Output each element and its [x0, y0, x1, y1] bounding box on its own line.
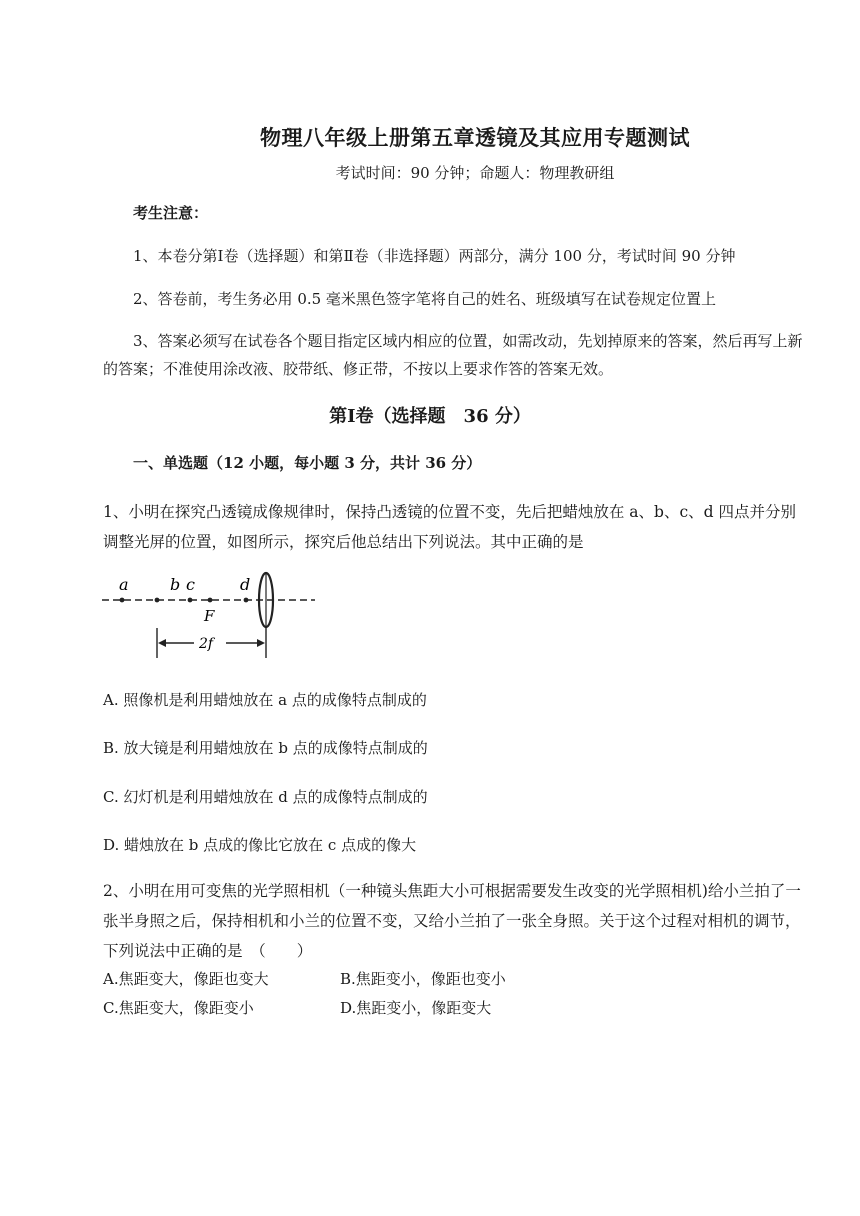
notice-item-1: 1、本卷分第Ⅰ卷（选择题）和第Ⅱ卷（非选择题）两部分，满分 100 分，考试时间 90 分钟	[133, 247, 736, 265]
point-label-c: c	[186, 575, 195, 594]
question-1-option-b: B. 放大镜是利用蜡烛放在 b 点的成像特点制成的	[103, 739, 428, 757]
point-label-F: F	[204, 607, 215, 625]
question-2-stem: 2、小明在用可变焦的光学照相机（一种镜头焦距大小可根据需要发生改变的光学照相机)给小兰拍了一张半身照之后，保持相机和小兰的位置不变，又给小兰拍了一张全身照。关于这个过程对相机的调节，下列说法中正确的是 （ ）	[103, 882, 801, 960]
question-1-option-c: C. 幻灯机是利用蜡烛放在 d 点的成像特点制成的	[103, 788, 428, 806]
section-title: 第Ⅰ卷（选择题 36 分）	[329, 406, 531, 427]
exam-title: 物理八年级上册第五章透镜及其应用专题测试	[260, 125, 690, 150]
notice-item-3: 3、答案必须写在试卷各个题目指定区域内相应的位置，如需改动，先划掉原来的答案，然后再写上新的答案；不准使用涂改液、胶带纸、修正带，不按以上要求作答的答案无效。	[103, 332, 803, 378]
point-label-b: b	[170, 575, 181, 594]
point-label-d: d	[240, 575, 251, 594]
point-label-a: a	[119, 575, 129, 594]
question-2-option-c: C.焦距变大，像距变小	[103, 999, 254, 1017]
notice-heading: 考生注意：	[133, 204, 209, 222]
notice-item-2: 2、答卷前，考生务必用 0.5 毫米黑色签字笔将自己的姓名、班级填写在试卷规定位置上	[133, 290, 716, 308]
question-2-option-b: B.焦距变小，像距也变小	[340, 970, 506, 988]
question-2-option-a: A.焦距变大，像距也变大	[103, 970, 269, 988]
question-2-option-d: D.焦距变小，像距变大	[340, 999, 492, 1017]
distance-label-2f: 2f	[199, 636, 214, 652]
question-1-option-d: D. 蜡烛放在 b 点成的像比它放在 c 点成的像大	[103, 836, 417, 854]
exam-subtitle: 考试时间：90 分钟；命题人：物理教研组	[335, 164, 615, 182]
question-1-option-a: A. 照像机是利用蜡烛放在 a 点的成像特点制成的	[103, 691, 427, 709]
lens-diagram	[100, 570, 320, 665]
part-title: 一、单选题（12 小题，每小题 3 分，共计 36 分）	[133, 454, 482, 472]
question-1-stem: 1、小明在探究凸透镜成像规律时，保持凸透镜的位置不变，先后把蜡烛放在 a、b、c、d 四点并分别调整光屏的位置，如图所示，探究后他总结出下列说法。其中正确的是	[103, 503, 796, 551]
